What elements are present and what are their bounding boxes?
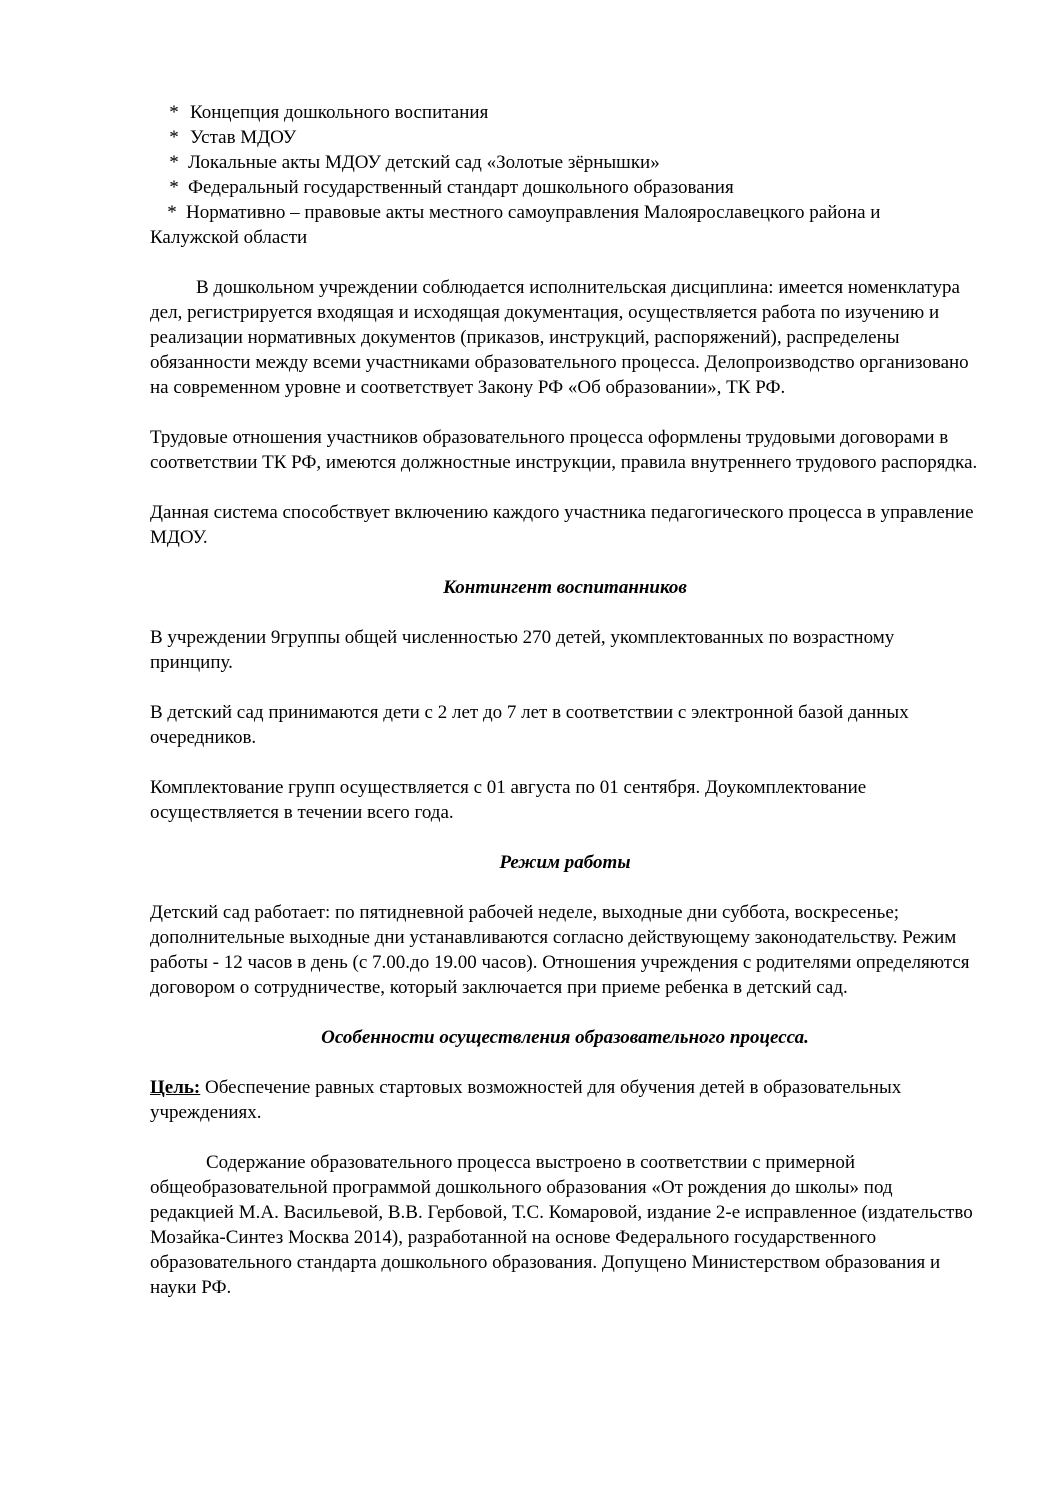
- list-item-text: Устав МДОУ: [190, 127, 297, 148]
- paragraph-program-content: Содержание образовательного процесса выстроено в соответствии с примерной общеобразовательной программой дошкольного образования «От рождения до школы» под редакцией М.А. Васильевой, В.В. Гербовой, Т.С. Комаровой, издание 2-е исправленное (издательство Мозайка-Синтез Москва 2014), разработанной на основе Федерального государственного образовательного стандарта дошкольного образования. Допущено Министерством образования и науки РФ.: [150, 1152, 973, 1298]
- bullet-marker: *: [169, 152, 179, 173]
- list-item-text: Нормативно – правовые акты местного самоуправления Малоярославецкого района и: [186, 202, 881, 223]
- list-item: [150, 150, 980, 175]
- goal-text: Обеспечение равных стартовых возможностей для обучения детей в образовательных учреждениях.: [150, 1077, 902, 1123]
- paragraph-schedule: Детский сад работает: по пятидневной рабочей неделе, выходные дни суббота, воскресенье; дополнительные выходные дни устанавливаются согласно действующему законодательству. Режим работы - 12 часов в день (с 7.00.до 19.00 часов). Отношения учреждения с родителями определяются договором о сотрудничестве, который заключается при приеме ребенка в детский сад.: [150, 902, 970, 998]
- list-item: [150, 125, 980, 150]
- bullet-marker: *: [169, 102, 179, 123]
- paragraph-system: Данная система способствует включению каждого участника педагогического процесса в управление МДОУ.: [150, 502, 974, 548]
- list-item: [150, 175, 980, 200]
- list-item: [150, 100, 980, 125]
- regulatory-documents-list: [150, 100, 980, 225]
- paragraph-goal: [150, 1075, 980, 1125]
- paragraph-contingent-groups: В учреждении 9группы общей численностью 270 детей, укомплектованных по возрастному принципу.: [150, 627, 895, 673]
- paragraph-contingent-staffing: Комплектование групп осуществляется с 01 августа по 01 сентября. Доукомплектование осуществляется в течении всего года.: [150, 777, 867, 823]
- paragraph-labor: Трудовые отношения участников образовательного процесса оформлены трудовыми договорами в соответствии ТК РФ, имеются должностные инструкции, правила внутреннего трудового распорядка.: [150, 427, 978, 473]
- bullet-marker: *: [167, 202, 177, 223]
- list-continuation: Калужской области: [150, 227, 308, 248]
- paragraph-discipline: В дошкольном учреждении соблюдается исполнительская дисциплина: имеется номенклатура дел, регистрируется входящая и исходящая документация, осуществляется работа по изучению и реализации нормативных документов (приказов, инструкций, распоряжений), распределены обязанности между всеми участниками образовательного процесса. Делопроизводство организовано на современном уровне и соответствует Закону РФ «Об образовании», ТК РФ.: [150, 277, 969, 398]
- section-title-contingent: Контингент воспитанников: [443, 577, 687, 598]
- paragraph-contingent-ages: В детский сад принимаются дети с 2 лет до 7 лет в соответствии с электронной базой данных очередников.: [150, 702, 909, 748]
- goal-label: Цель:: [150, 1077, 201, 1098]
- bullet-marker: *: [169, 127, 179, 148]
- section-title-schedule: Режим работы: [499, 852, 631, 873]
- document-page: [150, 100, 980, 1300]
- bullet-marker: *: [169, 177, 179, 198]
- list-item-text: Локальные акты МДОУ детский сад «Золотые зёрнышки»: [188, 152, 660, 173]
- list-item: [150, 200, 980, 225]
- section-title-process: Особенности осуществления образовательного процесса.: [321, 1027, 809, 1048]
- list-item-text: Концепция дошкольного воспитания: [190, 102, 489, 123]
- list-item-text: Федеральный государственный стандарт дошкольного образования: [188, 177, 734, 198]
